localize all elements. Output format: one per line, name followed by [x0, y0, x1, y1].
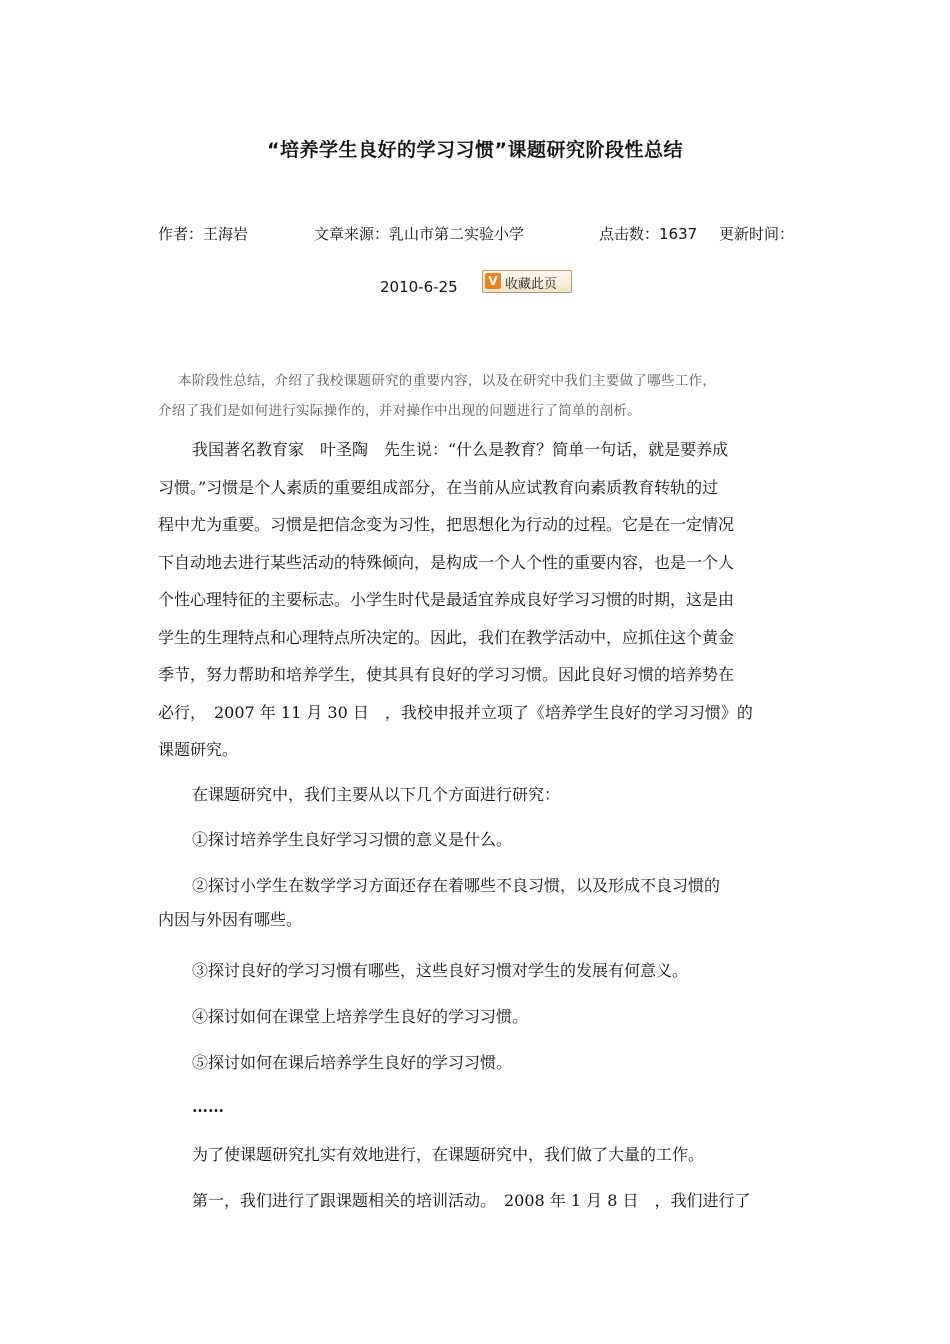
- research-intro: 在课题研究中，我们主要从以下几个方面进行研究：: [192, 785, 561, 804]
- author-label: 作者：王海岩: [158, 225, 249, 243]
- list-item-line: ②探讨小学生在数学学习方面还存在着哪些不良习惯，以及形成不良习惯的: [192, 876, 721, 895]
- paragraph-line: 习惯。”习惯是个人素质的重要组成部分，在当前从应试教育向素质教育转轨的过: [158, 477, 719, 497]
- paragraph-line: 必行， 2007 年 11 月 30 日 ，我校申报并立项了《培养学生良好的学习习惯》的: [158, 702, 753, 722]
- paragraph-line: 个性心理特征的主要标志。小学生时代是最适宜养成良好学习习惯的时期，这是由: [158, 590, 735, 609]
- update-date: 2010-6-25: [380, 278, 458, 296]
- summary-line: 本阶段性总结，介绍了我校课题研究的重要内容，以及在研究中我们主要做了哪些工作，: [178, 373, 717, 389]
- list-item: ①探讨培养学生良好学习习惯的意义是什么。: [192, 830, 513, 849]
- article-title: “培养学生良好的学习习惯”课题研究阶段性总结: [267, 139, 683, 161]
- summary-line: 介绍了我们是如何进行实际操作的，并对操作中出现的问题进行了简单的剖析。: [158, 403, 641, 419]
- bookmark-button-label: 收藏此页: [505, 277, 558, 292]
- article-summary: [158, 366, 790, 426]
- list-item: ⑤探讨如何在课后培养学生良好的学习习惯。: [192, 1053, 513, 1072]
- paragraph-line: 我国著名教育家 叶圣陶 先生说：“什么是教育？简单一句话，就是要养成: [192, 440, 729, 459]
- ellipsis: ……: [192, 1097, 224, 1116]
- paragraph-line: 课题研究。: [158, 740, 239, 759]
- list-item: ④探讨如何在课堂上培养学生良好的学习习惯。: [192, 1007, 529, 1026]
- hits-count: [599, 223, 719, 244]
- list-item: [158, 872, 720, 934]
- paragraph-line: 程中尤为重要。习惯是把信念变为习性，把思想化为行动的过程。它是在一定情况: [158, 515, 735, 534]
- work-paragraph: 为了使课题研究扎实有效地进行，在课题研究中，我们做了大量的工作。: [192, 1145, 705, 1164]
- hits-value: 1637: [659, 225, 698, 243]
- list-item-line: 内因与外因有哪些。: [158, 910, 303, 929]
- paragraph-line: 学生的生理特点和心理特点所决定的。因此，我们在教学活动中，应抓住这个黄金: [158, 627, 735, 647]
- paragraph-line: 季节，努力帮助和培养学生，使其具有良好的学习习惯。因此良好习惯的培养势在: [158, 665, 735, 684]
- list-item: ③探讨良好的学习习惯有哪些，这些良好习惯对学生的发展有何意义。: [192, 961, 689, 980]
- updated-label: 更新时间：: [719, 225, 795, 243]
- article-meta: [158, 223, 798, 244]
- v-logo-icon: V: [485, 273, 501, 289]
- bookmark-page-button[interactable]: [482, 270, 572, 293]
- first-point-paragraph: 第一，我们进行了跟课题相关的培训活动。 2008 年 1 月 8 日 ，我们进行了: [192, 1191, 751, 1210]
- source-label: 文章来源：乳山市第二实验小学: [314, 225, 525, 243]
- paragraph-line: 下自动地去进行某些活动的特殊倾向，是构成一个人个性的重要内容，也是一个人: [158, 552, 735, 572]
- hits-label: 点击数：: [599, 225, 660, 243]
- paragraph-intro: [158, 436, 798, 774]
